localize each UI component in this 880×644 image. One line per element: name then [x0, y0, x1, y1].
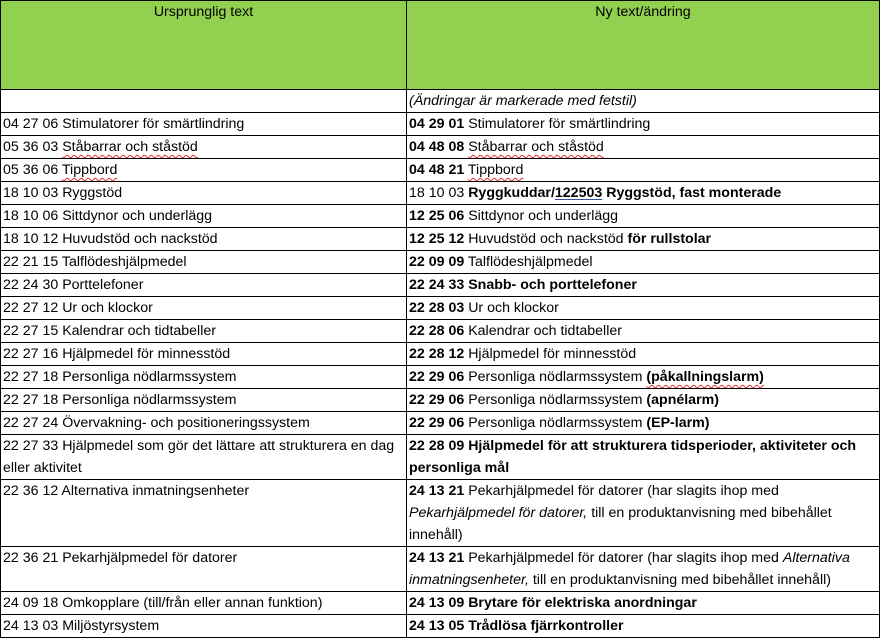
table-row: [1, 480, 880, 547]
original-cell: [1, 615, 407, 638]
original-code: 22 27 16: [3, 346, 59, 362]
header-original-text: Ursprunglig text: [1, 1, 407, 90]
new-text-part: Ryggkuddar/: [468, 185, 555, 201]
new-text: Huvudstöd och nackstöd: [468, 231, 624, 247]
new-cell: [407, 592, 880, 615]
new-text: Trådlösa fjärrkontroller: [468, 618, 624, 634]
new-suffix: för rullstolar: [627, 231, 712, 247]
new-text: Ståbarrar och ståstöd: [468, 139, 604, 155]
new-cell: [407, 182, 880, 205]
new-code: 18 10 03: [409, 185, 465, 201]
new-text: Ur och klockor: [468, 300, 559, 316]
new-cell: [407, 435, 880, 480]
new-code: 04 29 01: [409, 116, 465, 132]
table-row: [1, 366, 880, 389]
original-cell: [1, 113, 407, 136]
table-row: [1, 205, 880, 228]
new-code: 24 13 21: [409, 483, 465, 499]
original-cell: [1, 343, 407, 366]
original-cell: [1, 389, 407, 412]
header-new-text: Ny text/ändring: [407, 1, 880, 90]
original-text: Porttelefoner: [62, 277, 144, 293]
original-code: 18 10 12: [3, 231, 59, 247]
table-row: [1, 435, 880, 480]
original-code: 22 36 12: [3, 483, 59, 499]
new-text: Hjälpmedel för minnesstöd: [468, 346, 637, 362]
original-text: Sittdynor och underlägg: [62, 208, 213, 224]
new-text: Personliga nödlarmssystem: [468, 392, 643, 408]
new-cell: [407, 297, 880, 320]
original-text: Ståbarrar och ståstöd: [62, 139, 198, 155]
original-text: Övervakning- och positioneringssystem: [62, 415, 310, 431]
new-code: 22 24 33: [409, 277, 465, 293]
original-code: 22 36 21: [3, 550, 59, 566]
table-row: [1, 547, 880, 592]
new-text: Brytare för elektriska anordningar: [468, 595, 697, 611]
header-row: [1, 1, 880, 90]
new-tail: till en produktanvisning med bibehållet innehåll): [532, 572, 831, 588]
new-cell: [407, 547, 880, 592]
new-code: 24 13 09: [409, 595, 465, 611]
original-cell: [1, 366, 407, 389]
new-cell: [407, 274, 880, 297]
new-text: Hjälpmedel för att strukturera tidsperioder, aktiviteter och personliga mål: [409, 438, 857, 476]
original-cell: [1, 205, 407, 228]
new-text: Sittdynor och underlägg: [468, 208, 619, 224]
new-cell: [407, 389, 880, 412]
new-code: 24 13 05: [409, 618, 465, 634]
new-text: Tippbord: [467, 162, 524, 178]
table-row: [1, 412, 880, 435]
original-code: 22 27 24: [3, 415, 59, 431]
original-code: 22 24 30: [3, 277, 59, 293]
original-text: Personliga nödlarmssystem: [62, 392, 237, 408]
original-code: 22 27 18: [3, 392, 59, 408]
new-suffix: (påkallningslarm): [646, 369, 764, 385]
new-italic: Alternativa inmatningsenheter,: [409, 550, 850, 588]
original-text: Miljöstyrsystem: [62, 618, 160, 634]
new-text: Personliga nödlarmssystem: [468, 369, 643, 385]
table-row: [1, 274, 880, 297]
original-cell: [1, 592, 407, 615]
original-code: 22 27 18: [3, 369, 59, 385]
original-text: Personliga nödlarmssystem: [62, 369, 237, 385]
table-row: [1, 592, 880, 615]
original-text: Omkopplare (till/från eller annan funktion): [62, 595, 323, 611]
original-text: Pekarhjälpmedel för datorer: [62, 550, 238, 566]
new-suffix: (EP-larm): [646, 415, 710, 431]
original-cell: [1, 412, 407, 435]
original-code: 24 13 03: [3, 618, 59, 634]
table-row: [1, 320, 880, 343]
new-text: Personliga nödlarmssystem: [468, 415, 643, 431]
table-row: [1, 159, 880, 182]
original-text: Hjälpmedel för minnesstöd: [62, 346, 231, 362]
original-text: Huvudstöd och nackstöd: [62, 231, 218, 247]
table-row: [1, 136, 880, 159]
new-code: 22 28 03: [409, 300, 465, 316]
new-cell: [407, 113, 880, 136]
table-row: [1, 297, 880, 320]
new-cell: [407, 412, 880, 435]
new-text: Stimulatorer för smärtlindring: [468, 116, 651, 132]
original-cell: [1, 274, 407, 297]
new-code: 22 28 09: [409, 438, 465, 454]
new-tail: till en produktanvisning med bibehållet innehåll): [409, 505, 832, 543]
new-code: 12 25 12: [409, 231, 465, 247]
original-text: Kalendrar och tidtabeller: [62, 323, 216, 339]
new-code: 22 29 06: [409, 369, 465, 385]
new-text: Kalendrar och tidtabeller: [468, 323, 622, 339]
original-cell: [1, 251, 407, 274]
original-text: Stimulatorer för smärtlindring: [62, 116, 245, 132]
original-code: 18 10 03: [3, 185, 59, 201]
original-code: 22 27 33: [3, 438, 59, 454]
note-empty-cell: [1, 90, 407, 113]
new-cell: [407, 615, 880, 638]
table-row: [1, 182, 880, 205]
new-italic: Pekarhjälpmedel för datorer,: [409, 505, 588, 521]
original-cell: [1, 297, 407, 320]
original-code: 24 09 18: [3, 595, 59, 611]
new-code: 04 48 08: [409, 139, 465, 155]
original-text: Hjälpmedel som gör det lättare att strukturera en dag eller aktivitet: [3, 438, 395, 476]
new-cell: [407, 251, 880, 274]
new-text-part: Ryggstöd, fast monterade: [606, 185, 782, 201]
table-row: [1, 228, 880, 251]
new-code: 12 25 06: [409, 208, 465, 224]
new-cell: [407, 205, 880, 228]
new-cell: [407, 366, 880, 389]
original-text: Tippbord: [61, 162, 118, 178]
new-cell: [407, 343, 880, 366]
original-code: 05 36 03: [3, 139, 59, 155]
new-text: Snabb- och porttelefoner: [468, 277, 637, 293]
new-code: 22 29 06: [409, 392, 465, 408]
new-text: Talflödeshjälpmedel: [467, 254, 593, 270]
original-cell: [1, 136, 407, 159]
original-text: Ur och klockor: [62, 300, 153, 316]
new-code: 22 28 12: [409, 346, 465, 362]
original-cell: [1, 547, 407, 592]
original-code: 22 27 15: [3, 323, 59, 339]
table-row: [1, 389, 880, 412]
original-text: Alternativa inmatningsenheter: [61, 483, 250, 499]
original-text: Talflödeshjälpmedel: [61, 254, 187, 270]
new-code: 22 29 06: [409, 415, 465, 431]
original-code: 22 27 12: [3, 300, 59, 316]
new-cell: [407, 320, 880, 343]
note-cell: (Ändringar är markerade med fetstil): [407, 90, 880, 113]
original-cell: [1, 320, 407, 343]
original-code: 18 10 06: [3, 208, 59, 224]
new-cell: [407, 159, 880, 182]
original-code: 22 21 15: [3, 254, 59, 270]
original-cell: [1, 228, 407, 251]
new-cell: [407, 228, 880, 251]
new-code: 22 09 09: [409, 254, 465, 270]
new-suffix: (apnélarm): [646, 392, 719, 408]
new-text: Pekarhjälpmedel för datorer (har slagits ihop med: [468, 550, 779, 566]
original-cell: [1, 480, 407, 547]
new-code: 22 28 06: [409, 323, 465, 339]
table-row: [1, 343, 880, 366]
table-row: [1, 251, 880, 274]
original-code: 05 36 06: [3, 162, 59, 178]
table-row: [1, 615, 880, 638]
new-code: 04 48 21: [409, 162, 465, 178]
new-cell: [407, 136, 880, 159]
original-cell: [1, 182, 407, 205]
new-cell: [407, 480, 880, 547]
new-code-link: 122503: [554, 185, 603, 201]
original-cell: [1, 159, 407, 182]
original-cell: [1, 435, 407, 480]
original-code: 04 27 06: [3, 116, 59, 132]
note-row: [1, 90, 880, 113]
table-row: [1, 113, 880, 136]
new-code: 24 13 21: [409, 550, 465, 566]
original-text: Ryggstöd: [62, 185, 123, 201]
new-text: Pekarhjälpmedel för datorer (har slagits ihop med: [468, 483, 779, 499]
